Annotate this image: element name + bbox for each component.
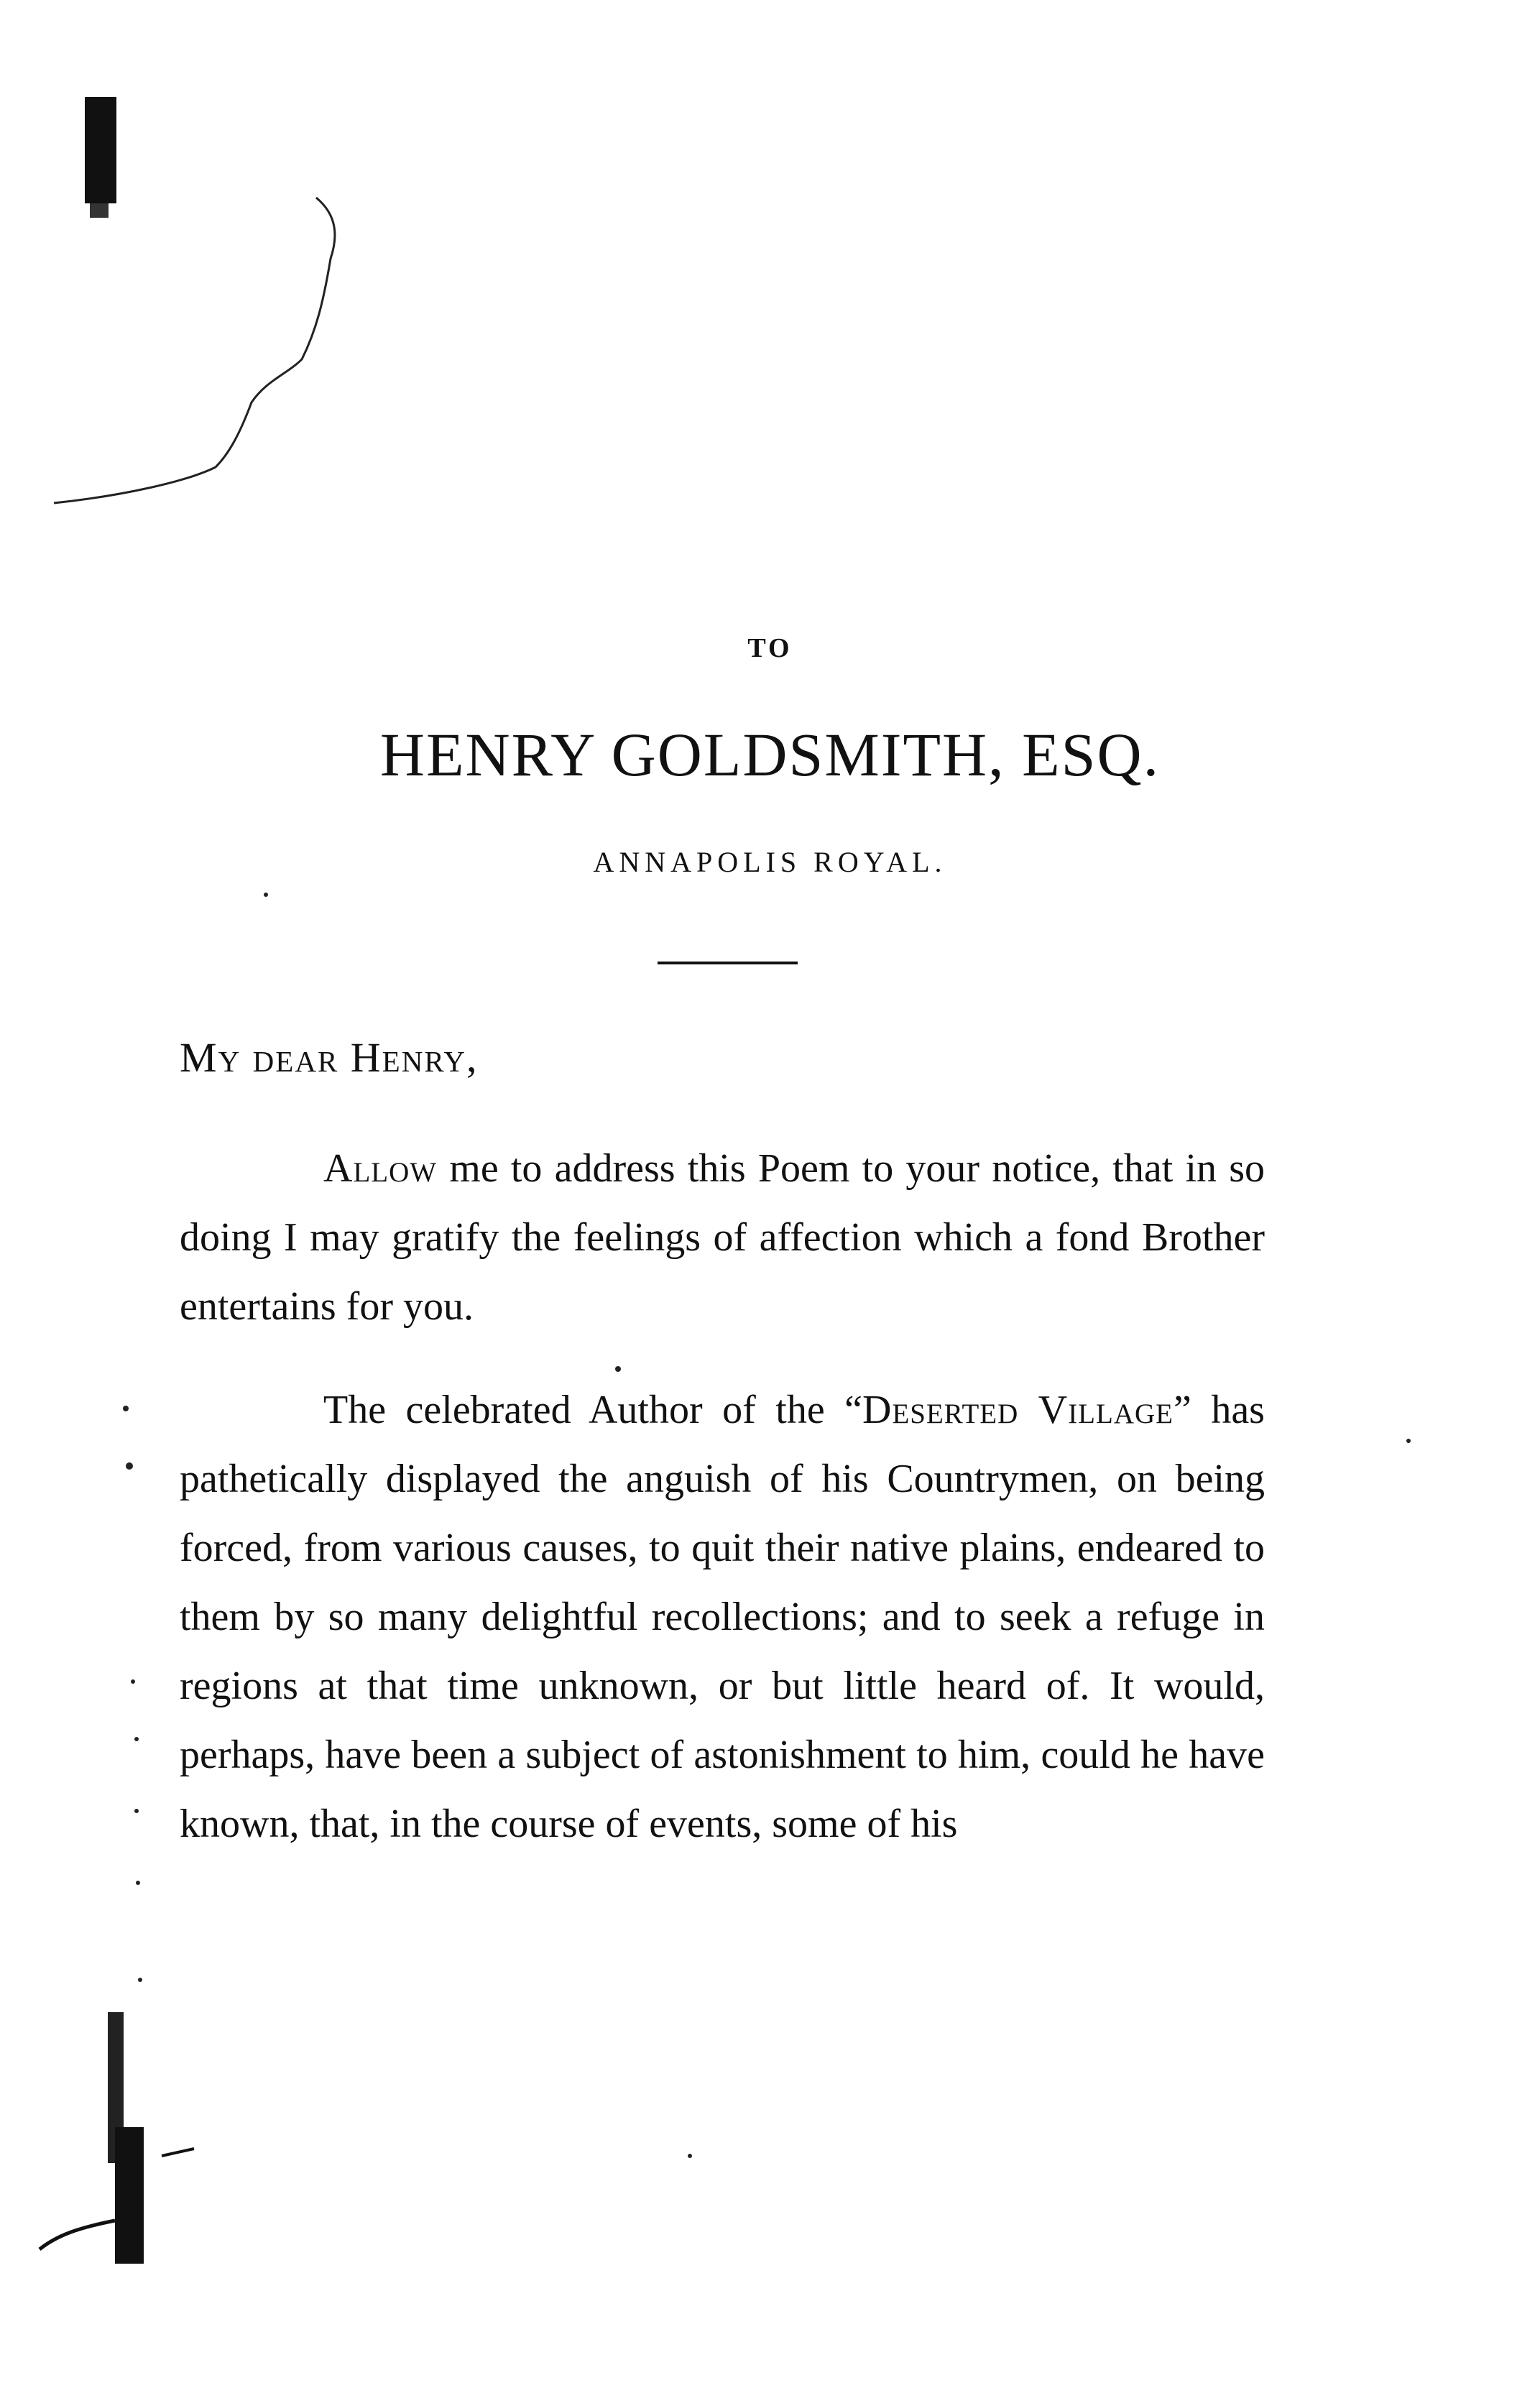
paragraph-2-book-title: Deserted Village [862, 1388, 1174, 1432]
section-divider [658, 962, 798, 964]
paragraph-2-part1: The celebrated Author of the “ [323, 1388, 863, 1432]
binding-mark-top [85, 97, 116, 218]
paragraph-1-lead: Allow [323, 1146, 438, 1191]
paragraph-2 [180, 1375, 1265, 1858]
dedication-location: ANNAPOLIS ROYAL. [593, 846, 947, 878]
page-edge-curve [54, 198, 335, 503]
letter-body [180, 1134, 1265, 1893]
paragraph-1-rest: me to address this Poem to your notice, that in so doing I may gratify the feelings of affection which a fond Brother entertains for you. [180, 1146, 1265, 1329]
paragraph-1 [180, 1134, 1265, 1341]
dedication-to-label: TO [747, 633, 793, 663]
paragraph-2-part2: ” has pathetically displayed the anguish of his Countrymen, on being forced, from various causes, to quit their native plains, endeared to them by so many delightful recollections; and to seek a refuge in regions at that time unknown, or but little heard of. It would, perhaps, have been a subject of astonishment to him, could he have known, that, in the course of events, some of his [180, 1388, 1265, 1846]
binding-mark-bottom [40, 2012, 194, 2264]
dedication-recipient: HENRY GOLDSMITH, ESQ. [379, 720, 1161, 789]
letter-salutation: My dear Henry, [180, 1034, 479, 1081]
